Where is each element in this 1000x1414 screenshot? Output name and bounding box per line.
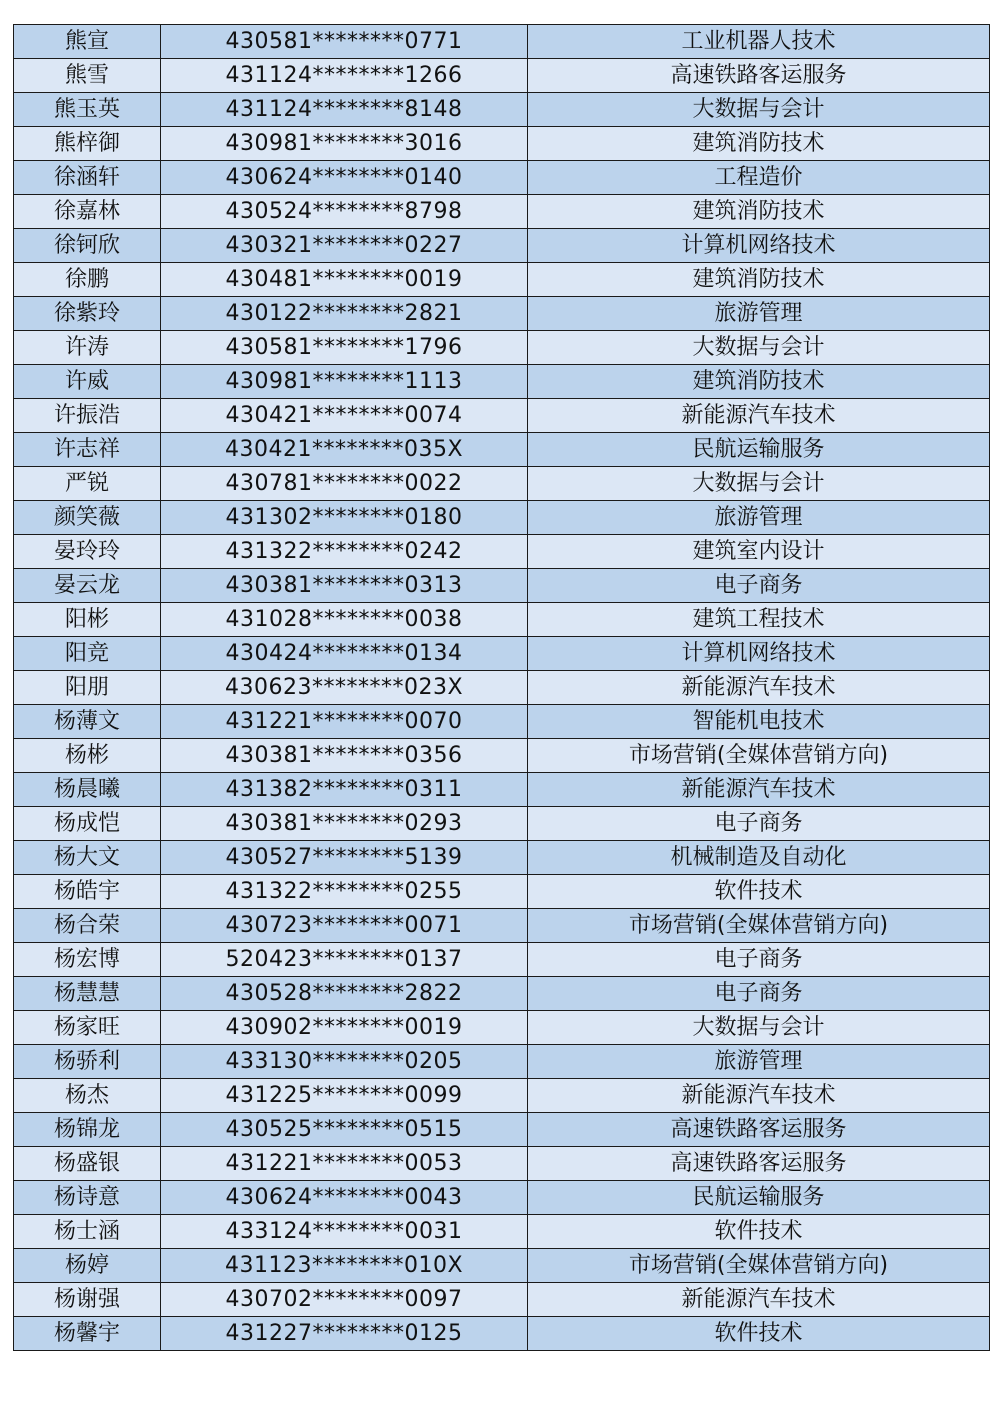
table-row bbox=[14, 1147, 990, 1181]
table-row bbox=[14, 909, 990, 943]
major-cell: 建筑消防技术 bbox=[528, 365, 990, 399]
id-number-cell: 430122********2821 bbox=[161, 297, 528, 331]
table-row bbox=[14, 603, 990, 637]
id-number-cell: 430421********0074 bbox=[161, 399, 528, 433]
name-cell: 杨彬 bbox=[14, 739, 161, 773]
name-cell: 杨骄利 bbox=[14, 1045, 161, 1079]
table-row bbox=[14, 127, 990, 161]
name-cell: 徐鹏 bbox=[14, 263, 161, 297]
name-cell: 杨家旺 bbox=[14, 1011, 161, 1045]
table-row bbox=[14, 977, 990, 1011]
major-cell: 旅游管理 bbox=[528, 1045, 990, 1079]
table-row bbox=[14, 229, 990, 263]
id-number-cell: 431382********0311 bbox=[161, 773, 528, 807]
table-row bbox=[14, 399, 990, 433]
name-cell: 徐涵轩 bbox=[14, 161, 161, 195]
table-row bbox=[14, 59, 990, 93]
table-row bbox=[14, 535, 990, 569]
name-cell: 杨薄文 bbox=[14, 705, 161, 739]
name-cell: 熊雪 bbox=[14, 59, 161, 93]
name-cell: 熊梓御 bbox=[14, 127, 161, 161]
name-cell: 杨晨曦 bbox=[14, 773, 161, 807]
major-cell: 新能源汽车技术 bbox=[528, 773, 990, 807]
table-row bbox=[14, 195, 990, 229]
major-cell: 建筑消防技术 bbox=[528, 195, 990, 229]
major-cell: 软件技术 bbox=[528, 1215, 990, 1249]
table-row bbox=[14, 739, 990, 773]
major-cell: 工程造价 bbox=[528, 161, 990, 195]
id-number-cell: 430527********5139 bbox=[161, 841, 528, 875]
major-cell: 高速铁路客运服务 bbox=[528, 59, 990, 93]
table-row bbox=[14, 1249, 990, 1283]
id-number-cell: 430623********023X bbox=[161, 671, 528, 705]
table-row bbox=[14, 1317, 990, 1351]
name-cell: 杨婷 bbox=[14, 1249, 161, 1283]
table-row bbox=[14, 1079, 990, 1113]
id-number-cell: 430528********2822 bbox=[161, 977, 528, 1011]
id-number-cell: 431225********0099 bbox=[161, 1079, 528, 1113]
table-row bbox=[14, 705, 990, 739]
major-cell: 民航运输服务 bbox=[528, 433, 990, 467]
table-row bbox=[14, 433, 990, 467]
major-cell: 建筑消防技术 bbox=[528, 263, 990, 297]
name-cell: 晏玲玲 bbox=[14, 535, 161, 569]
table-row bbox=[14, 297, 990, 331]
table-row bbox=[14, 671, 990, 705]
name-cell: 阳彬 bbox=[14, 603, 161, 637]
name-cell: 许振浩 bbox=[14, 399, 161, 433]
table-row bbox=[14, 943, 990, 977]
major-cell: 建筑消防技术 bbox=[528, 127, 990, 161]
major-cell: 市场营销(全媒体营销方向) bbox=[528, 739, 990, 773]
table-row bbox=[14, 1113, 990, 1147]
table-row bbox=[14, 569, 990, 603]
major-cell: 计算机网络技术 bbox=[528, 637, 990, 671]
id-number-cell: 433124********0031 bbox=[161, 1215, 528, 1249]
table-row bbox=[14, 161, 990, 195]
id-number-cell: 430702********0097 bbox=[161, 1283, 528, 1317]
major-cell: 新能源汽车技术 bbox=[528, 399, 990, 433]
id-number-cell: 430902********0019 bbox=[161, 1011, 528, 1045]
id-number-cell: 431221********0070 bbox=[161, 705, 528, 739]
id-number-cell: 430624********0140 bbox=[161, 161, 528, 195]
name-cell: 徐紫玲 bbox=[14, 297, 161, 331]
student-roster-table bbox=[13, 24, 990, 1351]
name-cell: 熊宣 bbox=[14, 25, 161, 59]
major-cell: 工业机器人技术 bbox=[528, 25, 990, 59]
name-cell: 阳竞 bbox=[14, 637, 161, 671]
id-number-cell: 430321********0227 bbox=[161, 229, 528, 263]
id-number-cell: 431123********010X bbox=[161, 1249, 528, 1283]
major-cell: 旅游管理 bbox=[528, 297, 990, 331]
id-number-cell: 430424********0134 bbox=[161, 637, 528, 671]
name-cell: 颜笑薇 bbox=[14, 501, 161, 535]
id-number-cell: 431124********8148 bbox=[161, 93, 528, 127]
id-number-cell: 431302********0180 bbox=[161, 501, 528, 535]
table-row bbox=[14, 263, 990, 297]
major-cell: 新能源汽车技术 bbox=[528, 671, 990, 705]
name-cell: 杨宏博 bbox=[14, 943, 161, 977]
id-number-cell: 430381********0293 bbox=[161, 807, 528, 841]
id-number-cell: 431028********0038 bbox=[161, 603, 528, 637]
table-row bbox=[14, 501, 990, 535]
id-number-cell: 520423********0137 bbox=[161, 943, 528, 977]
table-row bbox=[14, 331, 990, 365]
table-row bbox=[14, 875, 990, 909]
id-number-cell: 430781********0022 bbox=[161, 467, 528, 501]
name-cell: 许涛 bbox=[14, 331, 161, 365]
name-cell: 阳朋 bbox=[14, 671, 161, 705]
table-row bbox=[14, 637, 990, 671]
name-cell: 晏云龙 bbox=[14, 569, 161, 603]
name-cell: 杨皓宇 bbox=[14, 875, 161, 909]
name-cell: 熊玉英 bbox=[14, 93, 161, 127]
name-cell: 杨成恺 bbox=[14, 807, 161, 841]
id-number-cell: 431124********1266 bbox=[161, 59, 528, 93]
id-number-cell: 431221********0053 bbox=[161, 1147, 528, 1181]
name-cell: 杨谢强 bbox=[14, 1283, 161, 1317]
name-cell: 杨大文 bbox=[14, 841, 161, 875]
major-cell: 市场营销(全媒体营销方向) bbox=[528, 1249, 990, 1283]
name-cell: 严锐 bbox=[14, 467, 161, 501]
table-row bbox=[14, 365, 990, 399]
major-cell: 软件技术 bbox=[528, 1317, 990, 1351]
major-cell: 建筑室内设计 bbox=[528, 535, 990, 569]
id-number-cell: 431322********0255 bbox=[161, 875, 528, 909]
table-row bbox=[14, 773, 990, 807]
major-cell: 民航运输服务 bbox=[528, 1181, 990, 1215]
name-cell: 杨锦龙 bbox=[14, 1113, 161, 1147]
name-cell: 杨合荣 bbox=[14, 909, 161, 943]
major-cell: 大数据与会计 bbox=[528, 331, 990, 365]
id-number-cell: 430981********1113 bbox=[161, 365, 528, 399]
major-cell: 新能源汽车技术 bbox=[528, 1079, 990, 1113]
name-cell: 许志祥 bbox=[14, 433, 161, 467]
major-cell: 大数据与会计 bbox=[528, 93, 990, 127]
major-cell: 旅游管理 bbox=[528, 501, 990, 535]
table-row bbox=[14, 93, 990, 127]
id-number-cell: 430581********1796 bbox=[161, 331, 528, 365]
id-number-cell: 430525********0515 bbox=[161, 1113, 528, 1147]
id-number-cell: 430624********0043 bbox=[161, 1181, 528, 1215]
major-cell: 软件技术 bbox=[528, 875, 990, 909]
name-cell: 杨杰 bbox=[14, 1079, 161, 1113]
major-cell: 建筑工程技术 bbox=[528, 603, 990, 637]
table-row bbox=[14, 841, 990, 875]
name-cell: 徐嘉林 bbox=[14, 195, 161, 229]
table-row bbox=[14, 1045, 990, 1079]
major-cell: 高速铁路客运服务 bbox=[528, 1113, 990, 1147]
name-cell: 杨盛银 bbox=[14, 1147, 161, 1181]
major-cell: 大数据与会计 bbox=[528, 1011, 990, 1045]
major-cell: 高速铁路客运服务 bbox=[528, 1147, 990, 1181]
major-cell: 市场营销(全媒体营销方向) bbox=[528, 909, 990, 943]
major-cell: 机械制造及自动化 bbox=[528, 841, 990, 875]
id-number-cell: 430381********0356 bbox=[161, 739, 528, 773]
major-cell: 电子商务 bbox=[528, 569, 990, 603]
id-number-cell: 430981********3016 bbox=[161, 127, 528, 161]
id-number-cell: 430381********0313 bbox=[161, 569, 528, 603]
id-number-cell: 430421********035X bbox=[161, 433, 528, 467]
table-row bbox=[14, 25, 990, 59]
id-number-cell: 430524********8798 bbox=[161, 195, 528, 229]
table-row bbox=[14, 1181, 990, 1215]
name-cell: 杨馨宇 bbox=[14, 1317, 161, 1351]
table-row bbox=[14, 807, 990, 841]
major-cell: 计算机网络技术 bbox=[528, 229, 990, 263]
major-cell: 电子商务 bbox=[528, 977, 990, 1011]
name-cell: 徐钶欣 bbox=[14, 229, 161, 263]
major-cell: 电子商务 bbox=[528, 807, 990, 841]
major-cell: 大数据与会计 bbox=[528, 467, 990, 501]
id-number-cell: 430481********0019 bbox=[161, 263, 528, 297]
id-number-cell: 433130********0205 bbox=[161, 1045, 528, 1079]
name-cell: 杨慧慧 bbox=[14, 977, 161, 1011]
major-cell: 电子商务 bbox=[528, 943, 990, 977]
roster-body bbox=[14, 25, 990, 1351]
name-cell: 杨士涵 bbox=[14, 1215, 161, 1249]
table-row bbox=[14, 1215, 990, 1249]
name-cell: 许威 bbox=[14, 365, 161, 399]
id-number-cell: 430581********0771 bbox=[161, 25, 528, 59]
table-row bbox=[14, 467, 990, 501]
major-cell: 新能源汽车技术 bbox=[528, 1283, 990, 1317]
id-number-cell: 430723********0071 bbox=[161, 909, 528, 943]
major-cell: 智能机电技术 bbox=[528, 705, 990, 739]
table-row bbox=[14, 1283, 990, 1317]
id-number-cell: 431322********0242 bbox=[161, 535, 528, 569]
table-row bbox=[14, 1011, 990, 1045]
name-cell: 杨诗意 bbox=[14, 1181, 161, 1215]
id-number-cell: 431227********0125 bbox=[161, 1317, 528, 1351]
